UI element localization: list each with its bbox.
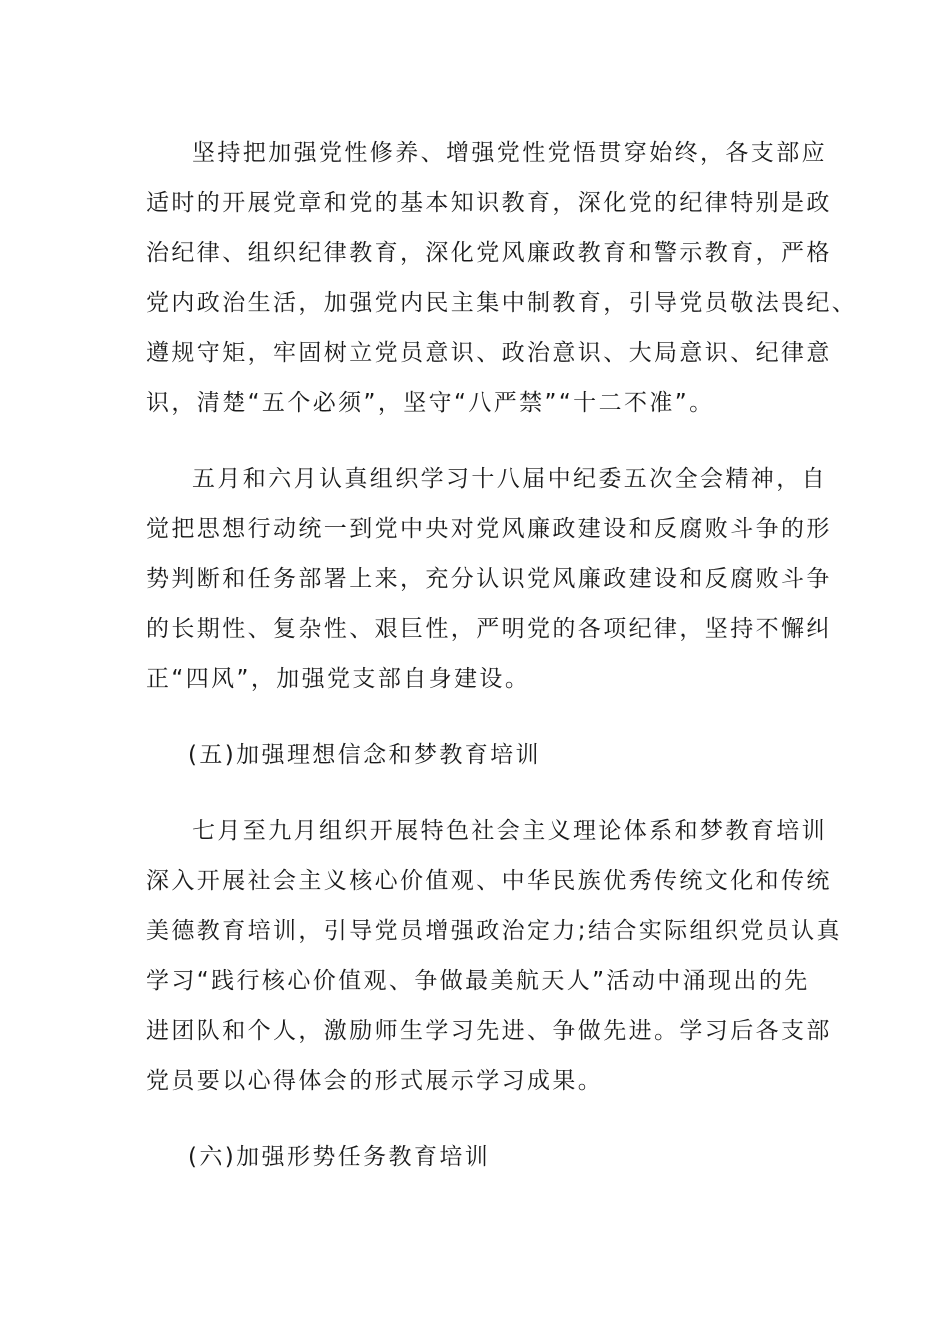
paragraph-line: 势判断和任务部署上来，充分认识党风廉政建设和反腐败斗争 [146, 566, 832, 592]
paragraph-line: 学习“践行核心价值观、争做最美航天人”活动中涌现出的先 [146, 968, 810, 994]
paragraph-line: 党内政治生活，加强党内民主集中制教育，引导党员敬法畏纪、 [146, 290, 858, 316]
paragraph-line: 正“四风”，加强党支部自身建设。 [146, 666, 531, 692]
paragraph-line: 美德教育培训，引导党员增强政治定力;结合实际组织党员认真 [146, 918, 842, 944]
section-heading-5: (五)加强理想信念和梦教育培训 [188, 742, 541, 768]
paragraph-line: 的长期性、复杂性、艰巨性，严明党的各项纪律，坚持不懈纠 [146, 616, 832, 642]
paragraph-may-june-study [146, 454, 832, 704]
paragraph-line: 进团队和个人，激励师生学习先进、争做先进。学习后各支部 [146, 1018, 832, 1044]
paragraph-gap [146, 780, 812, 806]
paragraph-line: 觉把思想行动统一到党中央对党风廉政建设和反腐败斗争的形 [146, 516, 832, 542]
paragraph-line: 五月和六月认真组织学习十八届中纪委五次全会精神，自 [192, 466, 827, 492]
paragraph-gap [146, 1106, 812, 1132]
paragraph-line: 坚持把加强党性修养、增强党性党悟贯穿始终，各支部应 [192, 140, 827, 166]
document-body [146, 128, 858, 1182]
paragraph-gap [146, 428, 812, 454]
paragraph-gap [146, 704, 812, 730]
paragraph-line: 深入开展社会主义核心价值观、中华民族优秀传统文化和传统 [146, 868, 832, 894]
paragraph-party-spirit [146, 128, 858, 428]
paragraph-line: 治纪律、组织纪律教育，深化党风廉政教育和警示教育，严格 [146, 240, 832, 266]
section-heading-6: (六)加强形势任务教育培训 [188, 1144, 491, 1170]
paragraph-line: 七月至九月组织开展特色社会主义理论体系和梦教育培训 [192, 818, 827, 844]
paragraph-line: 适时的开展党章和党的基本知识教育，深化党的纪律特别是政 [146, 190, 832, 216]
paragraph-july-september-training [146, 806, 842, 1106]
paragraph-line: 党员要以心得体会的形式展示学习成果。 [146, 1068, 604, 1094]
paragraph-line: 识，清楚“五个必须”，坚守“八严禁”“十二不准”。 [146, 390, 715, 416]
paragraph-line: 遵规守矩，牢固树立党员意识、政治意识、大局意识、纪律意 [146, 340, 832, 366]
